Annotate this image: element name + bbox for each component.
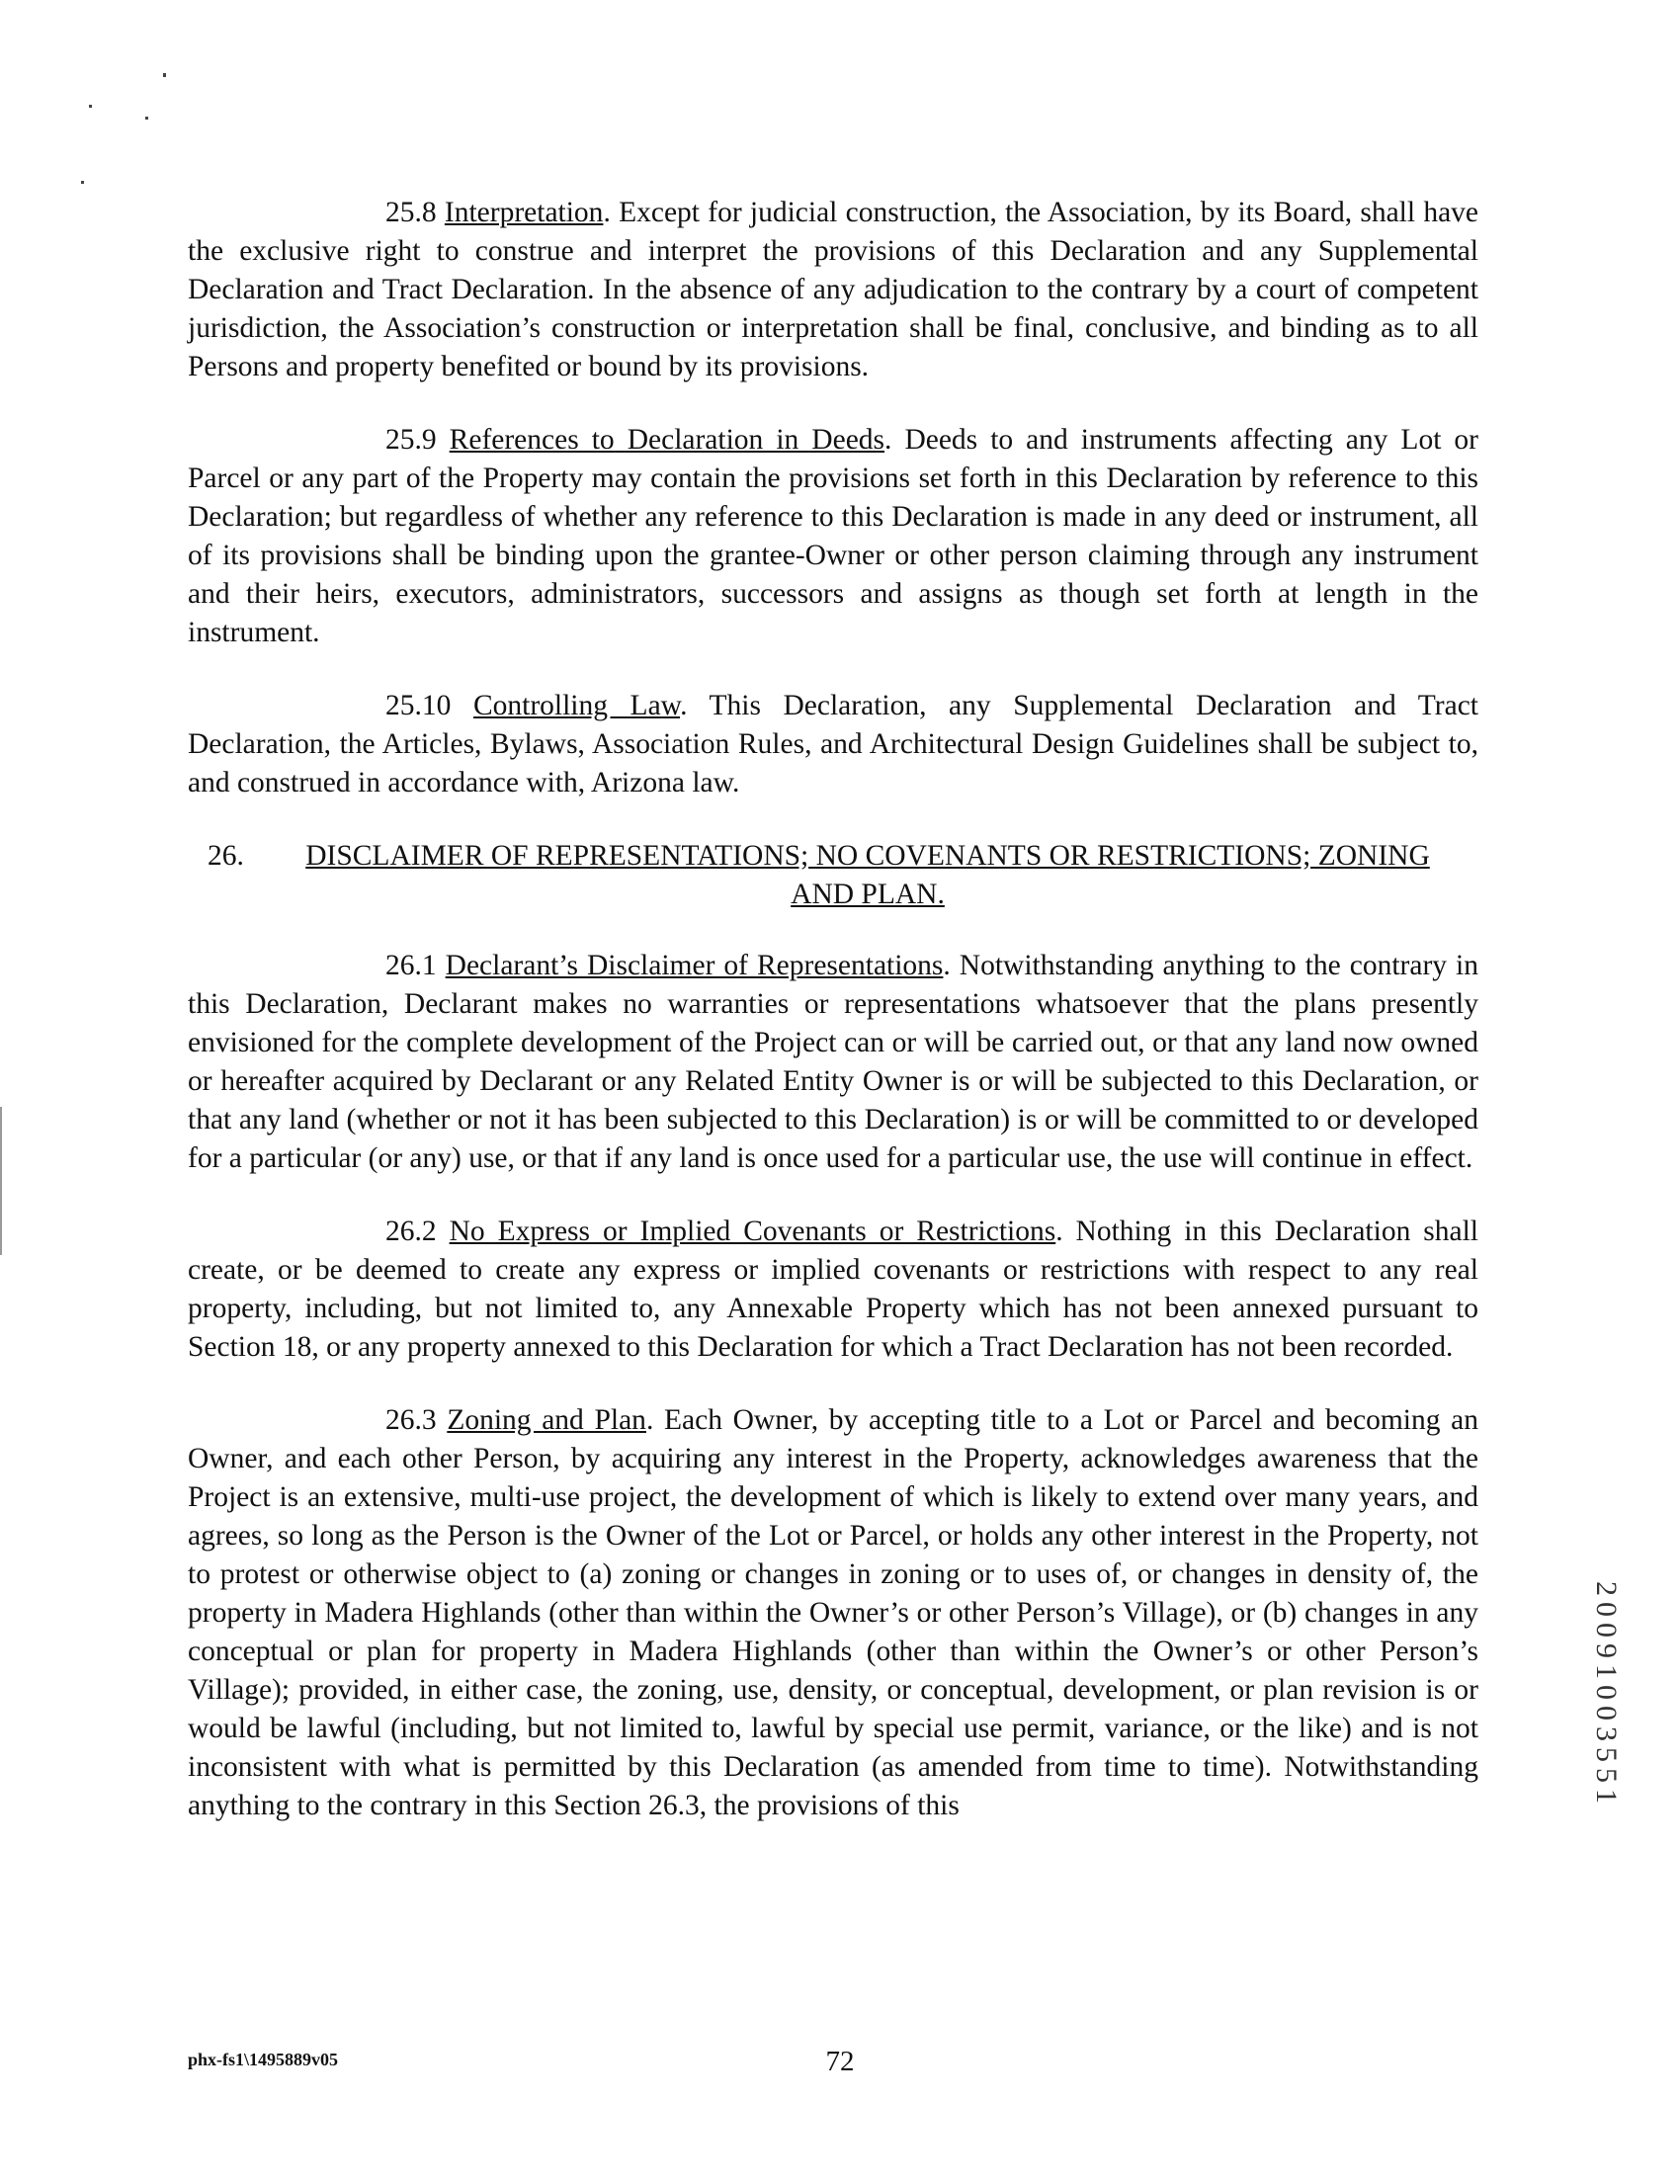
section-title: Interpretation xyxy=(444,197,604,228)
page-number: 72 xyxy=(825,2046,855,2077)
section-25-9 xyxy=(188,421,1478,652)
section-title: Controlling Law xyxy=(472,690,681,721)
section-body: . Notwithstanding anything to the contrary in this Declaration, Declarant makes no warranties or representations whatsoever that the plans presently envisioned for the complete development of the Project can or will be carried out, or that any land now owned or hereafter acquired by Declarant or any Related Entity Owner is or will be subjected to this Declaration, or that any land (whether or not it has been subjected to this Declaration) is or will be committed to or developed for a particular (or any) use, or that if any land is once used for a particular use, the use will continue in effect. xyxy=(188,950,1478,1174)
section-title: Declarant’s Disclaimer of Representations xyxy=(445,950,944,981)
section-26-3 xyxy=(188,1401,1478,1825)
scan-edge-line xyxy=(0,1107,2,1255)
section-body: . Each Owner, by accepting title to a Lot or Parcel and becoming an Owner, and each other Person, by acquiring any interest in the Property, acknowledges awareness that the Project is an extensive, multi-use project, the development of which is likely to extend over many years, and agrees, so long as the Person is the Owner of the Lot or Parcel, or holds any other interest in the Property, not to protest or otherwise object to (a) zoning or changes in zoning or to uses of, or changes in density of, the property in Madera Highlands (other than within the Owner’s or other Person’s Village), or (b) changes in any conceptual or plan for property in Madera Highlands (other than within the Owner’s or other Person’s Village); provided, in either case, the zoning, use, density, or conceptual, development, or plan revision is or would be lawful (including, but not limited to, lawful by special use permit, variance, or the like) and is not inconsistent with what is permitted by this Declaration (as amended from time to time). Notwithstanding anything to the contrary in this Section 26.3, the provisions of this xyxy=(188,1404,1479,1821)
recording-number-stamp xyxy=(1590,1581,1633,1878)
section-number: 26.3 xyxy=(385,1404,437,1436)
heading-number: 26. xyxy=(208,840,244,872)
scan-speck xyxy=(163,73,166,77)
document-code: phx-fs1\1495889v05 xyxy=(188,2050,339,2069)
section-title: Zoning and Plan xyxy=(447,1404,646,1436)
document-page xyxy=(188,194,1478,1860)
scan-speck xyxy=(89,105,92,108)
scan-speck xyxy=(81,181,84,184)
recording-number: 20091003551 xyxy=(1590,1581,1623,1809)
section-26-heading xyxy=(188,837,1478,914)
section-body: . This Declaration, any Supplemental Declaration and Tract Declaration, the Articles, Bylaws, Association Rules, and Architectural Design Guidelines shall be subject to, and construed in accordance with, Arizona law. xyxy=(188,690,1478,798)
section-title: No Express or Implied Covenants or Restrictions xyxy=(449,1216,1056,1247)
section-25-10 xyxy=(188,687,1478,802)
section-body: . Nothing in this Declaration shall create, or be deemed to create any express or implied covenants or restrictions with respect to any real property, including, but not limited to, any Annexable Property which has not been annexed pursuant to Section 18, or any property annexed to this Declaration for which a Tract Declaration has not been recorded. xyxy=(188,1216,1478,1363)
heading-title: DISCLAIMER OF REPRESENTATIONS; NO COVENANTS OR RESTRICTIONS; ZONING AND PLAN. xyxy=(305,840,1430,910)
section-26-1 xyxy=(188,947,1478,1178)
scan-speck xyxy=(145,117,148,120)
section-number: 25.10 xyxy=(385,690,452,721)
section-26-2 xyxy=(188,1213,1478,1367)
section-number: 26.2 xyxy=(385,1216,437,1247)
section-number: 25.8 xyxy=(385,197,437,228)
section-body: . Deeds to and instruments affecting any Lot or Parcel or any part of the Property may contain the provisions set forth in this Declaration by reference to this Declaration; but regardless of whether any reference to this Declaration is made in any deed or instrument, all of its provisions shall be binding upon the grantee-Owner or other person claiming through any instrument and their heirs, executors, administrators, successors and assigns as though set forth at length in the instrument. xyxy=(188,424,1479,648)
section-number: 26.1 xyxy=(385,950,437,981)
section-number: 25.9 xyxy=(385,424,437,456)
section-25-8 xyxy=(188,194,1478,386)
section-body: . Except for judicial construction, the Association, by its Board, shall have the exclusive right to construe and interpret the provisions of this Declaration and any Supplemental Declaration and Tract Declaration. In the absence of any adjudication to the contrary by a court of competent jurisdiction, the Association’s construction or interpretation shall be final, conclusive, and binding as to all Persons and property benefited or bound by its provisions. xyxy=(188,197,1479,382)
section-title: References to Declaration in Deeds xyxy=(449,424,885,456)
